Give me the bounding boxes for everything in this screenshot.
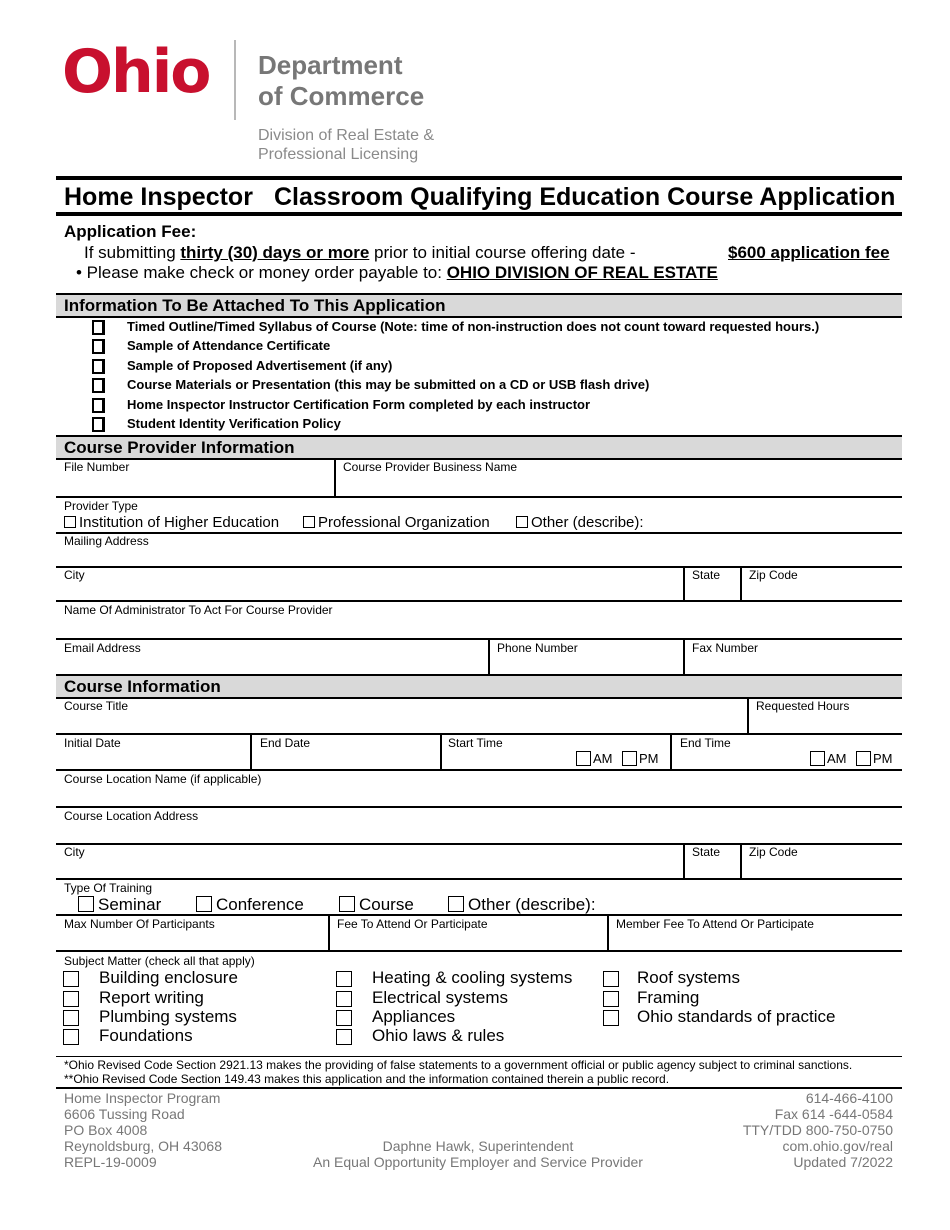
- checkbox-icon[interactable]: [92, 359, 105, 374]
- course-state-label: State: [692, 845, 721, 859]
- course-heading: Course Information: [64, 677, 221, 696]
- checkbox-icon[interactable]: [92, 417, 105, 432]
- footer-fax: Fax 614 -644-0584: [774, 1106, 893, 1122]
- subject-roof-systems: Roof systems: [637, 968, 740, 987]
- field-divider: [334, 460, 336, 497]
- footer-form-id: REPL-19-0009: [64, 1154, 157, 1170]
- subject-electrical: Electrical systems: [372, 988, 509, 1007]
- fax-label: Fax Number: [692, 641, 759, 655]
- checkbox-icon[interactable]: [303, 516, 315, 528]
- field-divider: [440, 734, 442, 770]
- footer-address: [64, 1090, 222, 1170]
- footer-street: 6606 Tussing Road: [64, 1106, 185, 1122]
- start-time-am[interactable]: [576, 751, 613, 766]
- location-address-label: Course Location Address: [64, 809, 199, 823]
- fee-heading: Application Fee:: [64, 222, 197, 241]
- field-divider: [607, 915, 609, 951]
- business-name-label: Course Provider Business Name: [343, 460, 518, 474]
- field-divider: [670, 734, 672, 770]
- field-divider: [683, 639, 685, 675]
- start-time-pm[interactable]: [622, 751, 659, 766]
- field-divider: [683, 844, 685, 879]
- checkbox-icon[interactable]: [196, 896, 212, 912]
- field-divider: [747, 698, 749, 734]
- attachment-label: Student Identity Verification Policy: [127, 416, 341, 431]
- form-title: Classroom Qualifying Education Course Application: [274, 183, 896, 211]
- row-divider: [56, 806, 902, 808]
- fee-line-1: [84, 243, 635, 263]
- option-label: Seminar: [98, 895, 162, 914]
- subject-building-enclosure: Building enclosure: [99, 968, 238, 987]
- row-divider: [56, 496, 902, 498]
- option-label: Conference: [216, 895, 304, 914]
- option-label: Institution of Higher Education: [79, 514, 280, 531]
- course-section-header: [56, 674, 902, 699]
- provider-heading: Course Provider Information: [64, 438, 295, 457]
- footer-program: Home Inspector Program: [64, 1090, 221, 1106]
- field-divider: [250, 734, 252, 770]
- subject-building-enclosure-checkbox[interactable]: [63, 971, 79, 987]
- checkbox-icon[interactable]: [92, 320, 105, 335]
- provider-city-label: City: [64, 568, 85, 582]
- course-title-label: Course Title: [64, 699, 129, 713]
- subject-matter-label: Subject Matter (check all that apply): [64, 954, 255, 968]
- end-time-am[interactable]: [810, 751, 847, 766]
- file-number-label: File Number: [64, 460, 130, 474]
- start-time-label: Start Time: [448, 736, 503, 750]
- mailing-address-label: Mailing Address: [64, 534, 149, 548]
- subject-standards-checkbox[interactable]: [603, 1010, 619, 1026]
- am-label: AM: [593, 751, 613, 766]
- subject-framing: Framing: [637, 988, 700, 1007]
- division-name: [258, 126, 434, 164]
- course-city-label: City: [64, 845, 85, 859]
- fee-line-2: [76, 263, 718, 283]
- checkbox-icon[interactable]: [339, 896, 355, 912]
- subject-heating-cooling: Heating & cooling systems: [372, 968, 573, 987]
- provider-zip-label: Zip Code: [749, 568, 798, 582]
- subject-standards: Ohio standards of practice: [637, 1007, 836, 1026]
- row-divider: [56, 914, 902, 916]
- option-label: Professional Organization: [318, 514, 490, 531]
- attachment-label: Timed Outline/Timed Syllabus of Course (Note: time of non-instruction does not count toward requested hours.): [127, 319, 820, 334]
- checkbox-icon[interactable]: [92, 398, 105, 413]
- subject-electrical-checkbox[interactable]: [336, 991, 352, 1007]
- department-line1: Department: [258, 50, 403, 80]
- requested-hours-label: Requested Hours: [756, 699, 850, 713]
- member-fee-label: Member Fee To Attend Or Participate: [616, 917, 814, 931]
- checkbox-icon[interactable]: [810, 751, 825, 766]
- subject-roof-systems-checkbox[interactable]: [603, 971, 619, 987]
- form-title-bar: [56, 176, 902, 216]
- end-date-label: End Date: [260, 736, 311, 750]
- training-conference[interactable]: [196, 895, 304, 915]
- division-line1: Division of Real Estate &: [258, 127, 435, 144]
- row-divider: [56, 769, 902, 771]
- subject-heating-cooling-checkbox[interactable]: [336, 971, 352, 987]
- email-label: Email Address: [64, 641, 141, 655]
- footer-updated: Updated 7/2022: [793, 1154, 893, 1170]
- field-divider: [488, 639, 490, 675]
- checkbox-icon[interactable]: [78, 896, 94, 912]
- training-course[interactable]: [339, 895, 414, 915]
- provider-state-label: State: [692, 568, 721, 582]
- subject-framing-checkbox[interactable]: [603, 991, 619, 1007]
- phone-label: Phone Number: [497, 641, 578, 655]
- checkbox-icon[interactable]: [576, 751, 591, 766]
- option-label: Other (describe):: [468, 895, 596, 914]
- subject-ohio-laws-checkbox[interactable]: [336, 1029, 352, 1045]
- fee-deadline: thirty (30) days or more: [180, 243, 370, 262]
- fee-line1-suffix: prior to initial course offering date -: [369, 243, 636, 262]
- provider-type-other[interactable]: [516, 514, 644, 531]
- footer-contact: [700, 1090, 893, 1170]
- checkbox-icon[interactable]: [856, 751, 871, 766]
- attachments-section-header: [56, 293, 902, 318]
- fee-attend-label: Fee To Attend Or Participate: [337, 917, 488, 931]
- footer-city: Reynoldsburg, OH 43068: [64, 1138, 222, 1154]
- row-divider: [56, 600, 902, 602]
- am-label: AM: [827, 751, 847, 766]
- field-divider: [740, 844, 742, 879]
- footer-website[interactable]: com.ohio.gov/real: [782, 1138, 893, 1154]
- footer-eeo: An Equal Opportunity Employer and Service Provider: [313, 1154, 643, 1170]
- subject-ohio-laws: Ohio laws & rules: [372, 1026, 505, 1045]
- end-time-pm[interactable]: [856, 751, 893, 766]
- checkbox-icon[interactable]: [516, 516, 528, 528]
- checkbox-icon[interactable]: [448, 896, 464, 912]
- form-title-program: Home Inspector: [64, 183, 253, 211]
- ohio-logo: Ohio: [62, 37, 210, 107]
- checkbox-icon[interactable]: [622, 751, 637, 766]
- provider-section-header: [56, 435, 902, 460]
- footer-tty: TTY/TDD 800-750-0750: [742, 1122, 893, 1138]
- row-divider: [56, 950, 902, 952]
- training-other[interactable]: [448, 895, 596, 915]
- option-label: Other (describe):: [531, 514, 644, 531]
- fee-payee: OHIO DIVISION OF REAL ESTATE: [446, 263, 718, 282]
- training-seminar[interactable]: [78, 895, 161, 915]
- fee-line2-prefix: • Please make check or money order payable to:: [76, 263, 447, 282]
- row-divider: [56, 532, 902, 534]
- fee-line1-prefix: If submitting: [84, 243, 181, 262]
- provider-type-higher-ed[interactable]: [64, 514, 279, 531]
- location-name-label: Course Location Name (if applicable): [64, 772, 262, 786]
- field-divider: [683, 567, 685, 601]
- field-divider: [740, 567, 742, 601]
- row-divider: [56, 1056, 902, 1057]
- checkbox-icon[interactable]: [92, 339, 105, 354]
- row-divider: [56, 1087, 902, 1089]
- attachments-heading: Information To Be Attached To This Application: [64, 296, 446, 315]
- subject-plumbing: Plumbing systems: [99, 1007, 237, 1026]
- footer-phone: 614-466-4100: [805, 1090, 893, 1106]
- administrator-label: Name Of Administrator To Act For Course Provider: [64, 603, 333, 617]
- field-divider: [328, 915, 330, 951]
- row-divider: [56, 638, 902, 640]
- subject-report-writing-checkbox[interactable]: [63, 991, 79, 1007]
- footer-center: [300, 1138, 656, 1170]
- attachment-label: Course Materials or Presentation (this may be submitted on a CD or USB flash drive): [127, 377, 650, 392]
- subject-report-writing: Report writing: [99, 988, 204, 1007]
- subject-appliances: Appliances: [372, 1007, 456, 1026]
- row-divider: [56, 878, 902, 880]
- max-participants-label: Max Number Of Participants: [64, 917, 215, 931]
- provider-type-label: Provider Type: [64, 499, 138, 513]
- course-zip-label: Zip Code: [749, 845, 798, 859]
- fee-amount-text: $600 application fee: [728, 243, 890, 262]
- subject-appliances-checkbox[interactable]: [336, 1010, 352, 1026]
- department-name: [258, 50, 424, 112]
- logo-divider: [234, 40, 236, 120]
- option-label: Course: [359, 895, 414, 914]
- footnote-public-record: **Ohio Revised Code Section 149.43 makes this application and the information contained therein a public record.: [64, 1072, 670, 1086]
- subject-foundations-checkbox[interactable]: [63, 1029, 79, 1045]
- footer-po-box: PO Box 4008: [64, 1122, 148, 1138]
- checkbox-icon[interactable]: [92, 378, 105, 393]
- department-line2: of Commerce: [258, 81, 425, 111]
- footer-superintendent: Daphne Hawk, Superintendent: [382, 1138, 574, 1154]
- checkbox-icon[interactable]: [64, 516, 76, 528]
- subject-foundations: Foundations: [99, 1026, 193, 1045]
- footnote-false-statements: *Ohio Revised Code Section 2921.13 makes the providing of false statements to a government official or public agency subject to criminal sanctions.: [64, 1058, 853, 1072]
- attachment-label: Home Inspector Instructor Certification Form completed by each instructor: [127, 397, 591, 412]
- end-time-label: End Time: [680, 736, 731, 750]
- attachment-label: Sample of Proposed Advertisement (if any): [127, 358, 393, 373]
- fee-amount: [728, 243, 890, 263]
- row-divider: [56, 733, 902, 735]
- pm-label: PM: [873, 751, 893, 766]
- division-line2: Professional Licensing: [258, 146, 419, 163]
- initial-date-label: Initial Date: [64, 736, 121, 750]
- training-type-label: Type Of Training: [64, 881, 153, 895]
- provider-type-professional-org[interactable]: [303, 514, 490, 531]
- attachment-label: Sample of Attendance Certificate: [127, 338, 331, 353]
- subject-plumbing-checkbox[interactable]: [63, 1010, 79, 1026]
- pm-label: PM: [639, 751, 659, 766]
